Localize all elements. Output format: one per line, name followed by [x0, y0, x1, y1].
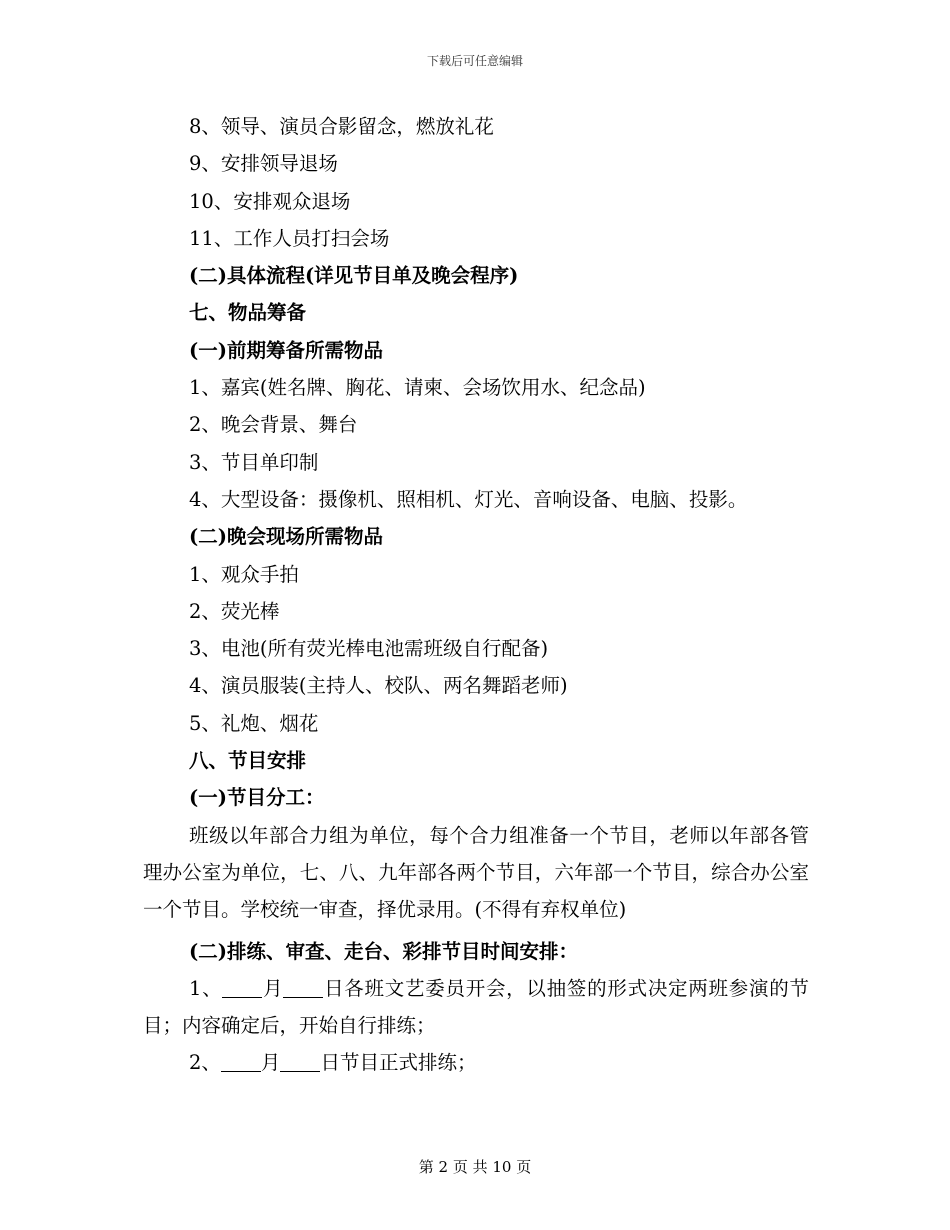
list-item: 3、节目单印制 [189, 450, 319, 474]
list-item: 1、嘉宾(姓名牌、胸花、请柬、会场饮用水、纪念品) [189, 376, 646, 400]
list-item: 2、晚会背景、舞台 [189, 413, 358, 437]
item-text: 日节目正式排练； [320, 1051, 477, 1075]
blank-underline [221, 1052, 261, 1073]
subsection-heading: (一)前期筹备所需物品 [189, 338, 383, 362]
list-item: 5、礼炮、烟花 [189, 711, 319, 735]
list-item: 8、领导、演员合影留念，燃放礼花 [189, 115, 494, 138]
blank-underline [280, 1052, 320, 1073]
month-label: 月 [262, 976, 284, 1000]
subsection-heading: (二)排练、审查、走台、彩排节目时间安排： [189, 939, 578, 963]
item-number: 1、 [189, 976, 223, 1000]
list-item: 4、演员服装(主持人、校队、两名舞蹈老师) [189, 674, 568, 698]
list-item: 1、观众手拍 [189, 562, 299, 586]
list-item: 10、安排观众退场 [189, 189, 351, 213]
blank-underline [222, 977, 262, 998]
section-heading: 八、节目安排 [189, 749, 307, 773]
page-footer: 第 2 页 共 10 页 [418, 1158, 532, 1176]
subsection-heading: (二)具体流程(详见节目单及晚会程序) [189, 264, 519, 288]
document-body [143, 108, 809, 1082]
item-number: 2、 [189, 1051, 221, 1075]
subsection-heading: (二)晚会现场所需物品 [189, 525, 383, 549]
item-text: 日各班文艺委员开会，以抽签的形式决定两班参演的节目；内容确定后，开始自行排练； [143, 976, 809, 1038]
list-item: 11、工作人员打扫会场 [189, 226, 390, 250]
list-item: 4、大型设备：摄像机、照相机、灯光、音响设备、电脑、投影。 [189, 487, 748, 511]
section-heading: 七、物品筹备 [189, 301, 307, 325]
month-label: 月 [260, 1051, 281, 1075]
list-item: 2、荧光棒 [189, 599, 280, 623]
blank-underline [283, 977, 323, 998]
schedule-item [143, 970, 809, 1045]
subsection-heading: (一)节目分工： [189, 786, 325, 810]
schedule-item [143, 1044, 809, 1081]
paragraph: 班级以年部合力组为单位，每个合力组准备一个节目，老师以年部各管理办公室为单位，七、八、九年部各两个节目，六年部一个节目，综合办公室一个节目。学校统一审查，择优录用。(不得有弃权单位) [143, 823, 809, 922]
page-header: 下载后可任意编辑 [426, 54, 523, 68]
list-item: 3、电池(所有荧光棒电池需班级自行配备) [189, 637, 549, 661]
list-item: 9、安排领导退场 [189, 152, 338, 176]
